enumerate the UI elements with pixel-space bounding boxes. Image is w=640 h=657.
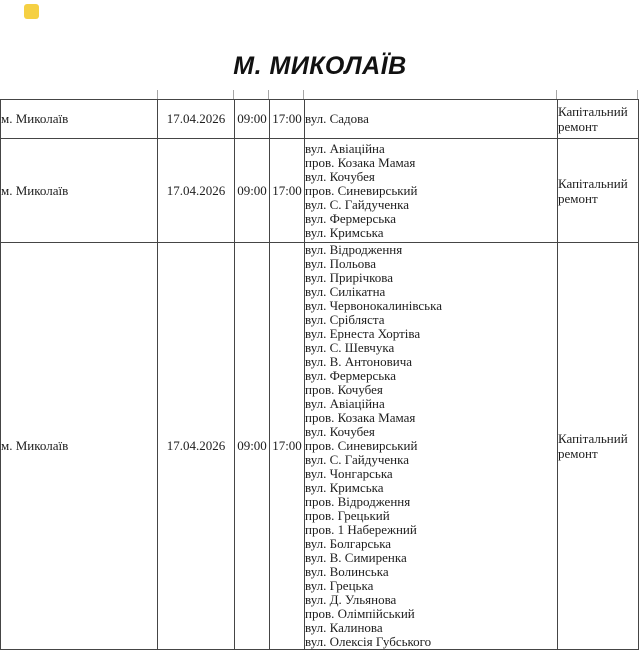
outage-table (0, 99, 639, 650)
outage-row (1, 243, 639, 650)
street-item: вул. Срібляста (305, 312, 385, 327)
street-item: вул. Польова (305, 256, 376, 271)
street-item: вул. Д. Ульянова (305, 592, 397, 607)
street-item: вул. Відродження (305, 242, 403, 257)
work-type-cell: Капітальний ремонт (558, 139, 639, 243)
street-item: вул. Прирічкова (305, 270, 393, 285)
street-item: вул. С. Шевчука (305, 340, 395, 355)
end-time-cell: 17:00 (270, 243, 305, 650)
street-item: пров. Відродження (305, 494, 411, 509)
street-item: вул. Садова (305, 111, 369, 126)
street-item: вул. Волинська (305, 564, 389, 579)
date-cell: 17.04.2026 (158, 243, 235, 650)
street-item: вул. С. Гайдученка (305, 452, 409, 467)
end-time-cell: 17:00 (270, 100, 305, 139)
street-item: вул. Авіаційна (305, 140, 385, 156)
street-item: вул. Червонокалинівська (305, 298, 443, 313)
date-cell: 17.04.2026 (158, 139, 235, 243)
street-item: вул. Олексія Губського (305, 634, 432, 649)
street-item: вул. Силікатна (305, 284, 386, 299)
column-line-stub (268, 90, 269, 99)
street-item: вул. С. Гайдученка (305, 196, 409, 212)
column-line-stub (637, 90, 638, 99)
column-line-stub (303, 90, 304, 99)
street-item: вул. В. Симиренка (305, 550, 407, 565)
outage-row (1, 139, 639, 243)
city-cell: м. Миколаїв (1, 243, 158, 650)
outage-table-body (1, 100, 639, 650)
column-line-stub (157, 90, 158, 99)
street-item: вул. Грецька (305, 578, 374, 593)
street-item: пров. Козака Мамая (305, 410, 416, 425)
street-item: вул. Кримська (305, 480, 384, 495)
streets-cell (305, 243, 558, 650)
street-item: вул. Фермерська (305, 210, 397, 226)
end-time-cell: 17:00 (270, 139, 305, 243)
start-time-cell: 09:00 (235, 243, 270, 650)
date-cell: 17.04.2026 (158, 100, 235, 139)
city-cell: м. Миколаїв (1, 100, 158, 139)
street-item: вул. Фермерська (305, 368, 397, 383)
street-item: вул. Кочубея (305, 424, 375, 439)
work-type-cell: Капітальний ремонт (558, 100, 639, 139)
page-title: М. МИКОЛАЇВ (233, 52, 407, 80)
street-item: пров. 1 Набережний (305, 522, 417, 537)
street-item: вул. В. Антоновича (305, 354, 412, 369)
column-line-stub (233, 90, 234, 99)
street-item: пров. Грецький (305, 508, 390, 523)
start-time-cell: 09:00 (235, 139, 270, 243)
street-item: пров. Синевирський (305, 438, 418, 453)
street-item: пров. Олімпійський (305, 606, 415, 621)
street-item: вул. Ернеста Хортіва (305, 326, 421, 341)
street-item: вул. Кочубея (305, 168, 375, 184)
column-line-stub (556, 90, 557, 99)
street-item: вул. Авіаційна (305, 396, 385, 411)
street-item: вул. Чонгарська (305, 466, 393, 481)
street-item: пров. Синевирський (305, 182, 418, 198)
yellow-square-icon (24, 4, 39, 19)
streets-cell (305, 100, 558, 139)
work-type-cell: Капітальний ремонт (558, 243, 639, 650)
street-item: пров. Кочубея (305, 382, 383, 397)
city-cell: м. Миколаїв (1, 139, 158, 243)
street-item: вул. Калинова (305, 620, 383, 635)
streets-cell (305, 139, 558, 243)
start-time-cell: 09:00 (235, 100, 270, 139)
street-item: вул. Болгарська (305, 536, 392, 551)
outage-row (1, 100, 639, 139)
street-item: вул. Кримська (305, 224, 384, 240)
street-item: пров. Козака Мамая (305, 154, 416, 170)
